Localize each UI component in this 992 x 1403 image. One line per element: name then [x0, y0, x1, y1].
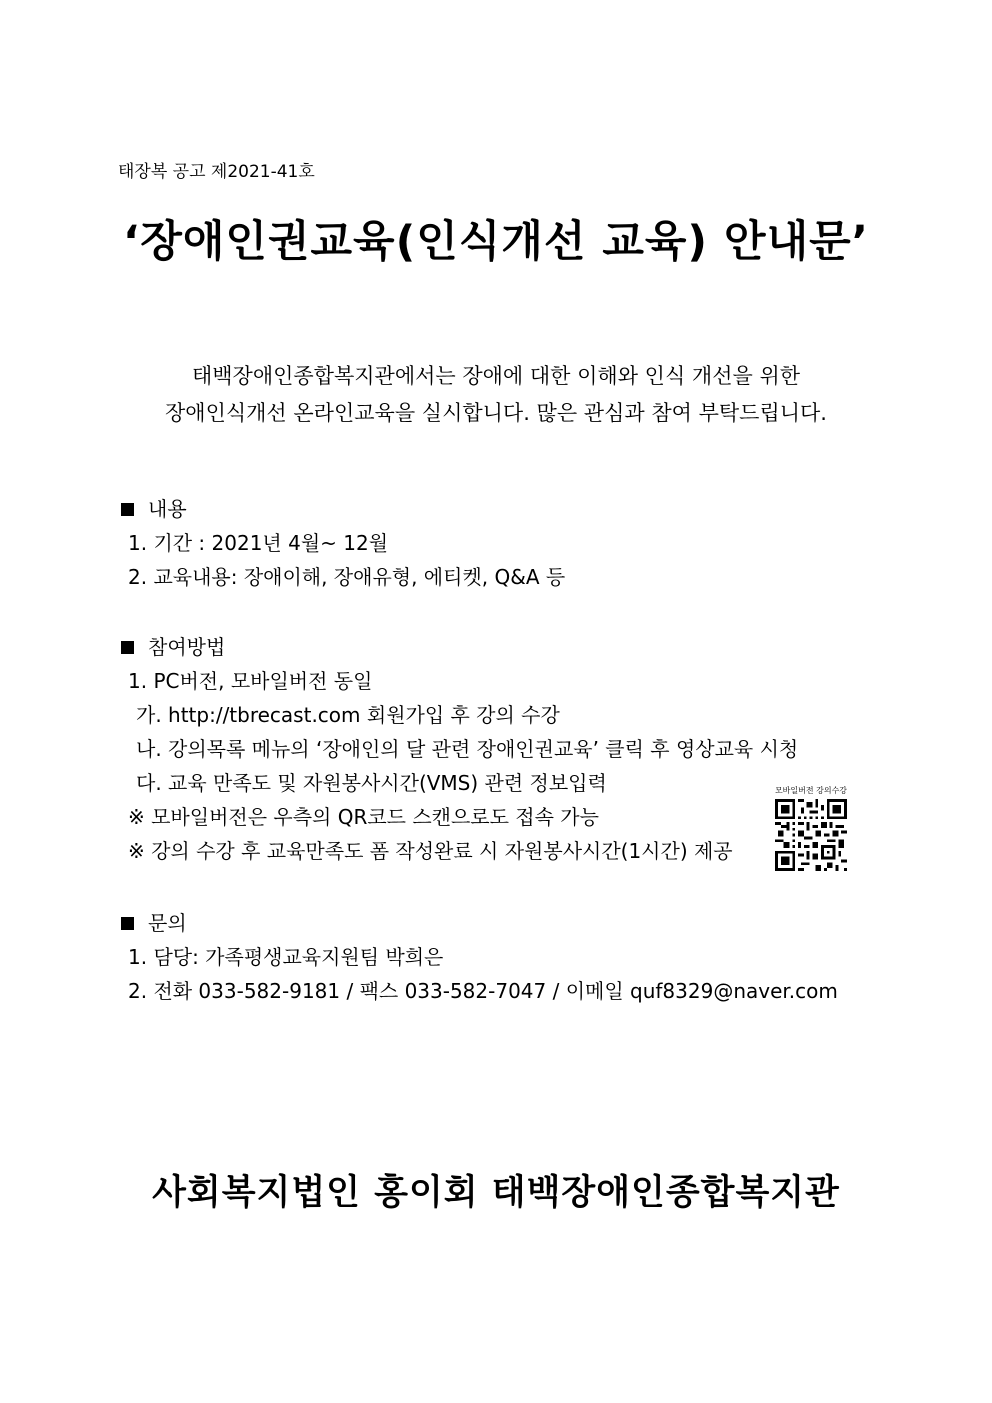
qr-label: 모바일버전 강의수강: [774, 786, 848, 795]
intro-line-2: 장애인식개선 온라인교육을 실시합니다. 많은 관심과 참여 부탁드립니다.: [165, 401, 827, 425]
section-heading-inquiry: [118, 906, 878, 940]
note-qr: ※ 모바일버전은 우측의 QR코드 스캔으로도 접속 가능: [128, 805, 599, 829]
intro-line-1: 태백장애인종합복지관에서는 장애에 대한 이해와 인식 개선을 위한: [191, 364, 801, 388]
list-item-contact-info: 2. 전화 033-582-9181 / 팩스 033-582-7047 / 이메일 quf8329@naver.com: [128, 979, 838, 1003]
section-heading-content: [118, 492, 878, 526]
page-title: ‘장애인권교육(인식개선 교육) 안내문’: [123, 217, 869, 267]
note-volunteer-hours: ※ 강의 수강 후 교육만족도 폼 작성완료 시 자원봉사시간(1시간) 제공: [128, 839, 733, 863]
heading-label: 참여방법: [148, 635, 226, 659]
square-bullet-icon: [121, 641, 134, 654]
heading-label: 내용: [148, 497, 187, 521]
list-item-topics: 2. 교육내용: 장애이해, 장애유형, 에티켓, Q&A 등: [128, 565, 566, 589]
intro-paragraph: [0, 358, 992, 432]
qr-code-block: [772, 785, 850, 871]
section-content: [118, 492, 878, 594]
section-inquiry: [118, 906, 878, 1008]
square-bullet-icon: [121, 917, 134, 930]
list-item-contact-person: 1. 담당: 가족평생교육지원팀 박희은: [128, 945, 444, 969]
qr-code-icon[interactable]: [775, 799, 847, 871]
section-participation: [118, 630, 878, 868]
list-item-period: 1. 기간 : 2021년 4월~ 12월: [128, 531, 389, 555]
square-bullet-icon: [121, 503, 134, 516]
notice-number: 태장복 공고 제2021-41호: [118, 162, 315, 182]
organization-footer: 사회복지법인 홍이회 태백장애인종합복지관: [152, 1173, 840, 1213]
list-item-versions: 1. PC버전, 모바일버전 동일: [128, 669, 373, 693]
sub-item-signup: 가. http://tbrecast.com 회원가입 후 강의 수강: [136, 703, 560, 727]
section-heading-participation: [118, 630, 878, 664]
heading-label: 문의: [148, 911, 187, 935]
sub-item-survey: 다. 교육 만족도 및 자원봉사시간(VMS) 관련 정보입력: [136, 771, 607, 795]
sub-item-watch: 나. 강의목록 메뉴의 ‘장애인의 달 관련 장애인권교육’ 클릭 후 영상교육 시청: [136, 737, 799, 761]
